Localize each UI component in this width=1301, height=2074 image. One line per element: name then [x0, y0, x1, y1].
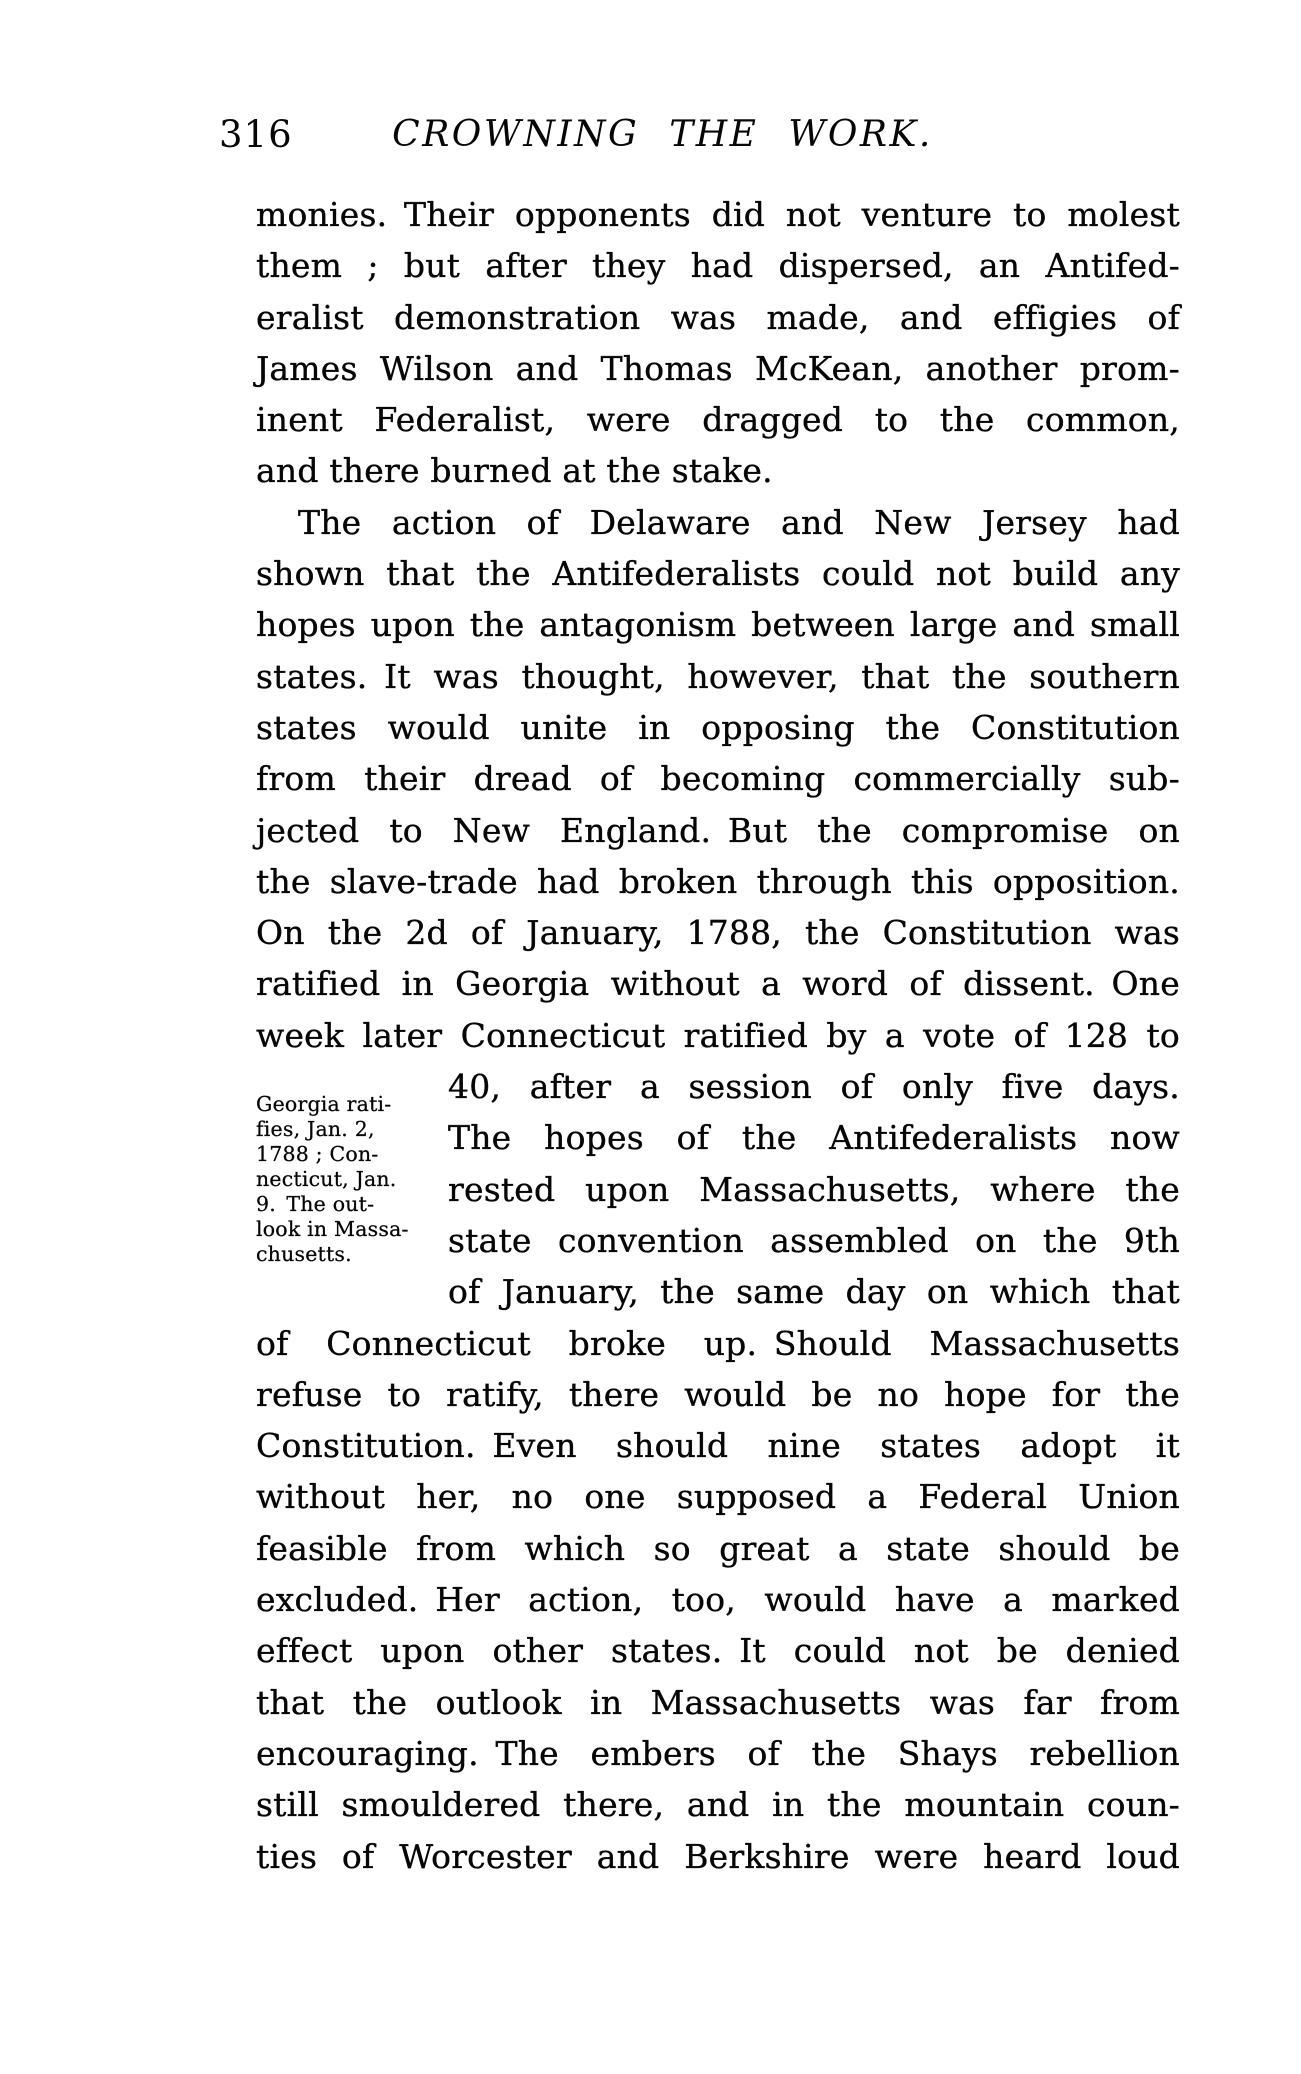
text-line: eralist demonstration was made, and effigies of	[256, 297, 1180, 337]
text-line: encouraging. The embers of the Shays rebellion	[256, 1733, 1180, 1773]
text-line: Constitution. Even should nine states adopt it	[256, 1426, 1180, 1466]
text-line: refuse to ratify, there would be no hope for the	[256, 1374, 1180, 1414]
text-line: hopes upon the antagonism between large and small	[256, 605, 1180, 645]
text-line: 40, after a session of only five days.	[448, 1067, 1180, 1107]
text-line: ties of Worcester and Berkshire were heard loud	[256, 1836, 1180, 1876]
text-line: The action of Delaware and New Jersey had	[298, 502, 1180, 542]
text-line: monies. Their opponents did not venture to molest	[256, 195, 1180, 234]
margin-note-line: chusetts.	[256, 1242, 352, 1266]
text-line: ratified in Georgia without a word of dissent. One	[256, 964, 1180, 1004]
margin-note-line: look in Massa-	[256, 1217, 409, 1241]
page-header	[0, 112, 1301, 162]
text-line: still smouldered there, and in the mountain coun-	[256, 1785, 1180, 1825]
text-block	[256, 189, 1180, 1882]
text-line: week later Connecticut ratified by a vote of 128 to	[256, 1015, 1180, 1055]
margin-note-line: 9. The out-	[256, 1192, 375, 1216]
margin-note-line: necticut, Jan.	[256, 1167, 397, 1191]
text-line: from their dread of becoming commercially sub-	[256, 759, 1180, 799]
text-line: rested upon Massachusetts, where the	[448, 1169, 1180, 1209]
text-line: inent Federalist, were dragged to the common,	[256, 400, 1180, 440]
text-line: effect upon other states. It could not be denied	[256, 1631, 1180, 1671]
text-line: feasible from which so great a state should be	[256, 1528, 1180, 1568]
text-line: On the 2d of January, 1788, the Constitution was	[256, 913, 1180, 953]
margin-note-line: 1788 ; Con-	[256, 1142, 379, 1166]
text-line: state convention assembled on the 9th	[448, 1220, 1180, 1260]
text-line: and there burned at the stake.	[256, 451, 773, 491]
running-title: CROWNING THE WORK.	[392, 114, 933, 155]
text-line: states. It was thought, however, that the southern	[256, 656, 1180, 696]
text-line: of January, the same day on which that	[448, 1272, 1180, 1312]
text-line: James Wilson and Thomas McKean, another prom-	[256, 348, 1180, 388]
text-line: excluded. Her action, too, would have a marked	[256, 1580, 1180, 1620]
text-line: of Connecticut broke up. Should Massachusetts	[256, 1323, 1180, 1363]
text-line: that the outlook in Massachusetts was far from	[256, 1682, 1180, 1722]
margin-note-line: Georgia rati-	[256, 1092, 392, 1116]
text-line: states would unite in opposing the Constitution	[256, 707, 1180, 747]
text-line: the slave-trade had broken through this opposition.	[256, 861, 1180, 901]
margin-note	[256, 1092, 432, 1267]
text-line: The hopes of the Antifederalists now	[448, 1118, 1180, 1158]
text-line: without her, no one supposed a Federal Union	[256, 1477, 1180, 1517]
text-line: them ; but after they had dispersed, an Antifed-	[256, 246, 1180, 286]
page-number: 316	[219, 113, 293, 156]
text-line: jected to New England. But the compromise on	[256, 810, 1180, 850]
text-line: shown that the Antifederalists could not build any	[256, 554, 1180, 594]
margin-note-line: fies, Jan. 2,	[256, 1117, 375, 1141]
